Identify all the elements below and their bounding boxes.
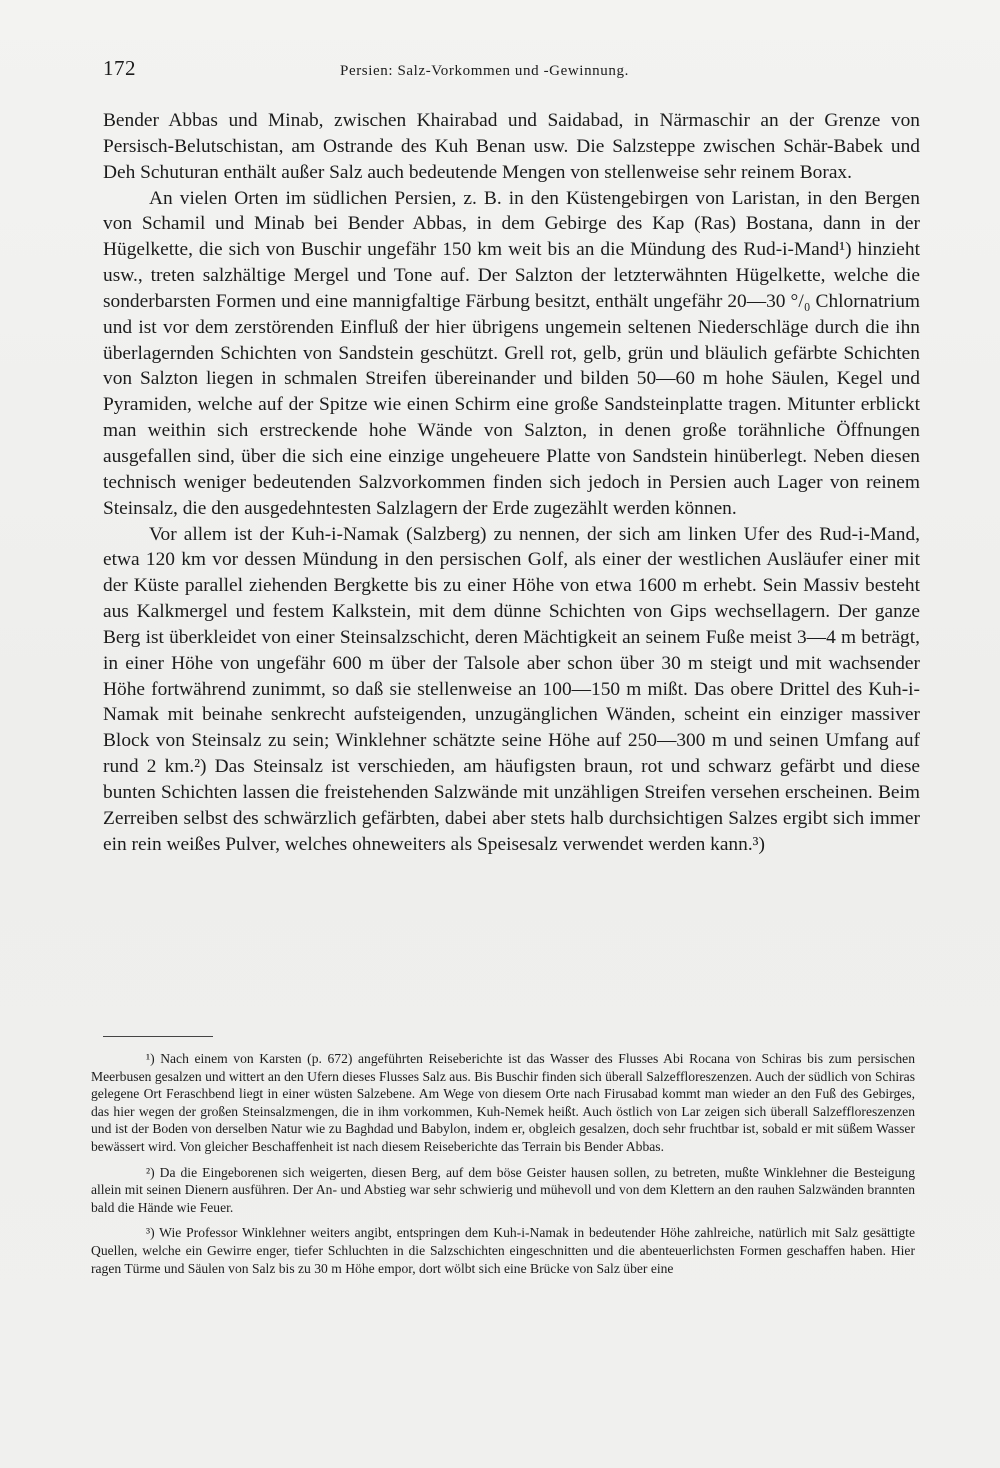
- footnote: ³) Wie Professor Winklehner weiters angibt, entspringen dem Kuh-i-Namak in bedeutender Höhe zahlreiche, natürlich mit Salz gesättigte Quellen, welche ein Gewirre enger, tiefer Schluchten in die Salzschichten eingeschnitten und die abenteuerlichsten Formen geschaffen haben. Hier ragen Türme und Säulen von Salz bis zu 30 m Höhe empor, dort wölbt sich eine Brücke von Salz über eine: [91, 1225, 915, 1276]
- footnote-divider: [103, 1036, 213, 1037]
- paragraph: Vor allem ist der Kuh-i-Namak (Salzberg) zu nennen, der sich am linken Ufer des Rud-i-Mand, etwa 120 km vor dessen Mündung in den persischen Golf, als einer der westlichen Ausläufer einer mit der Küste parallel ziehenden Bergkette bis zu einer Höhe von etwa 1600 m erhebt. Sein Massiv besteht aus Kalkmergel und festem Kalkstein, mit dem dünne Schichten von Gips wechsellagern. Der ganze Berg ist überkleidet von einer Steinsalzschicht, deren Mächtigkeit an seinem Fuße meist 3—4 m beträgt, in einer Höhe von ungefähr 600 m über der Talsole aber schon über 30 m steigt und mit wachsender Höhe fortwährend zunimmt, so daß sie stellenweise an 100—150 m mißt. Das obere Drittel des Kuh-i-Namak mit beinahe senkrecht aufsteigenden, unzugänglichen Wänden, scheint ein einziger massiver Block von Steinsalz zu sein; Winklehner schätzte seine Höhe auf 250—300 m und seinen Umfang auf rund 2 km.²) Das Steinsalz ist verschieden, am häufigsten braun, rot und schwarz gefärbt und diese bunten Schichten lassen die freistehenden Salzwände mit unzähligen Streifen versehen erscheinen. Beim Zerreiben selbst des schwärzlich gefärbten, dabei aber stets halb durchsichtigen Salzes ergibt sich immer ein rein weißes Pulver, welches ohneweiters als Speisesalz verwendet werden kann.³): [103, 523, 920, 855]
- body-text: [103, 108, 920, 857]
- page-number: 172: [103, 56, 136, 80]
- footnote: ²) Da die Eingeborenen sich weigerten, diesen Berg, auf dem böse Geister hausen sollen, zu betreten, mußte Winklehner die Besteigung allein mit seinen Dienern ausführen. Der An- und Abstieg war sehr schwierig und mühevoll und von dem Klettern an den rauhen Salzwänden brannten bald die Hände wie Feuer.: [91, 1164, 915, 1215]
- page-header: [103, 56, 923, 86]
- footnote: ¹) Nach einem von Karsten (p. 672) angeführten Reiseberichte ist das Wasser des Flusses Abi Rocana von Schiras bis zum persischen Meerbusen gesalzen und wittert an den Ufern dieses Flusses Salz aus. Bis Buschir finden sich überall Salzeffloreszenzen. Auch der südlich von Schiras gelegene Ort Feraschbend liegt in einer wüsten Salzebene. Am Wege von diesem Orte nach Firusabad kommt man wieder an den Fuß des Gebirges, das hier wegen der großen Steinsalzmengen, die in ihm vorkommen, Kuh-Nemek heißt. Auch östlich von Lar zeigen sich überall Salzeffloreszenzen und ist der Boden von derselben Natur wie zu Baghdad und Babylon, indem er, obgleich gesalzen, doch sehr fruchtbar ist, sobald er mit süßem Wasser bewässert wird. Von gleicher Beschaffenheit ist nach diesem Reiseberichte das Terrain bis Bender Abbas.: [91, 1051, 915, 1154]
- paragraph: Bender Abbas und Minab, zwischen Khairabad und Saidabad, in Närmaschir an der Grenze von Persisch-Belutschistan, am Ostrande des Kuh Benan usw. Die Salzsteppe zwischen Schär-Babek und Deh Schuturan enthält außer Salz auch bedeutende Mengen von stellenweise sehr reinem Borax.: [103, 110, 920, 183]
- footnotes: [91, 1050, 915, 1277]
- paragraph: An vielen Orten im südlichen Persien, z. B. in den Küstengebirgen von Laristan, in den Bergen von Schamil und Minab bei Bender Abbas, in dem Gebirge des Kap (Ras) Bostana, dann in der Hügelkette, die sich von Buschir ungefähr 150 km weit bis an die Mündung des Rud-i-Mand¹) hinzieht usw., treten salzhältige Mergel und Tone auf. Der Salzton der letzterwähnten Hügelkette, welche die sonderbarsten Formen und eine mannigfaltige Färbung besitzt, enthält ungefähr 20—30 °/₀ Chlornatrium und ist vor dem zerstörenden Einfluß der hier übrigens ungemein seltenen Niederschläge durch die ihn überlagernden Schichten von Sandstein geschützt. Grell rot, gelb, grün und bläulich gefärbte Schichten von Salzton liegen in schmalen Streifen übereinander und bilden 50—60 m hohe Säulen, Kegel und Pyramiden, welche auf der Spitze wie einen Schirm eine große Sandsteinplatte tragen. Mitunter erblickt man weithin sich erstreckende hohe Wände von Salzton, in denen große torähnliche Öffnungen ausgefallen sind, über die sich eine einzige ungeheuere Platte von Sandstein hinüberlegt. Neben diesen technisch weniger bedeutenden Salzvorkommen finden sich jedoch in Persien auch Lager von reinem Steinsalz, die den ausgedehntesten Salzlagern der Erde zugezählt werden können.: [103, 187, 920, 519]
- running-title: Persien: Salz-Vorkommen und -Gewinnung.: [340, 63, 629, 79]
